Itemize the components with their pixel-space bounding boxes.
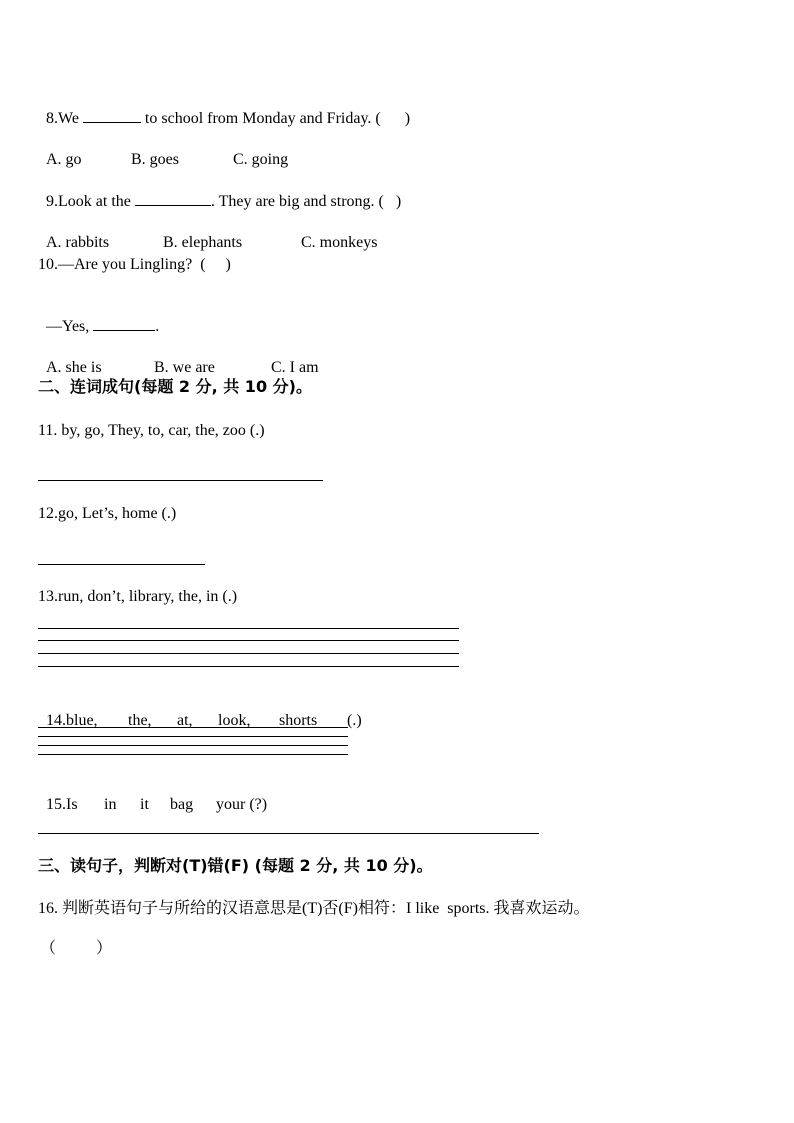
word-token: bag: [170, 796, 194, 813]
section-2-heading: 二、连词成句(每题 2 分, 共 10 分)。: [38, 377, 312, 396]
option-a[interactable]: A. she is: [46, 359, 102, 376]
question-9-suffix: . They are big and strong. ( ): [210, 193, 402, 210]
question-8-suffix: to school from Monday and Friday. ( ): [140, 110, 411, 127]
word-token: in: [104, 796, 117, 813]
answer-line[interactable]: [38, 480, 323, 481]
question-16-stem: 16. 判断英语句子与所给的汉语意思是(T)否(F)相符：I like sports. 我喜欢运动。: [38, 900, 590, 917]
section-3-heading: 三、读句子，判断对(T)错(F) (每题 2 分, 共 10 分)。: [38, 856, 433, 875]
question-10-reply-suffix: .: [155, 318, 160, 335]
question-9-options: [38, 213, 378, 251]
answer-line[interactable]: [38, 736, 348, 737]
question-11-stem: 11. by, go, They, to, car, the, zoo (.): [38, 422, 265, 439]
question-8-options: [38, 130, 289, 168]
option-a[interactable]: A. rabbits: [46, 234, 110, 251]
option-b[interactable]: B. elephants: [163, 234, 243, 251]
word-token: look,: [218, 712, 251, 729]
answer-blank[interactable]: [135, 191, 211, 206]
answer-line[interactable]: [38, 833, 539, 834]
question-10-reply-prefix: —Yes,: [46, 318, 94, 335]
answer-line[interactable]: [38, 727, 348, 728]
word-token: 14.blue,: [46, 712, 98, 729]
question-14-stem: [38, 691, 362, 729]
question-9-stem: [38, 171, 402, 210]
answer-line[interactable]: [38, 745, 348, 746]
word-token: shorts: [279, 712, 318, 729]
option-b[interactable]: B. goes: [131, 151, 179, 168]
answer-line[interactable]: [38, 640, 459, 641]
question-10-options: [38, 338, 319, 376]
answer-line[interactable]: [38, 653, 459, 654]
question-15-stem: [38, 775, 268, 813]
option-c[interactable]: C. monkeys: [301, 234, 378, 251]
word-token: (.): [347, 712, 362, 729]
question-9-prefix: 9.Look at the: [46, 193, 135, 210]
word-token: at,: [177, 712, 193, 729]
question-12-stem: 12.go, Let’s, home (.): [38, 505, 177, 522]
option-a[interactable]: A. go: [46, 151, 82, 168]
word-token: it: [140, 796, 149, 813]
answer-line[interactable]: [38, 564, 205, 565]
option-b[interactable]: B. we are: [154, 359, 215, 376]
question-10-reply: [38, 296, 160, 335]
answer-blank[interactable]: [93, 316, 155, 331]
word-token: the,: [128, 712, 152, 729]
question-8-stem: [38, 88, 411, 127]
word-token: your (?): [216, 796, 268, 813]
answer-line[interactable]: [38, 754, 348, 755]
question-13-stem: 13.run, don’t, library, the, in (.): [38, 588, 238, 605]
option-c[interactable]: C. going: [233, 151, 289, 168]
option-c[interactable]: C. I am: [271, 359, 319, 376]
answer-blank[interactable]: [83, 108, 141, 123]
question-10-stem: 10.—Are you Lingling? ( ): [38, 256, 231, 273]
question-8-prefix: 8.We: [46, 110, 83, 127]
answer-line[interactable]: [38, 628, 459, 629]
word-token: 15.Is: [46, 796, 78, 813]
answer-line[interactable]: [38, 666, 459, 667]
answer-parentheses[interactable]: （ ）: [40, 940, 113, 957]
